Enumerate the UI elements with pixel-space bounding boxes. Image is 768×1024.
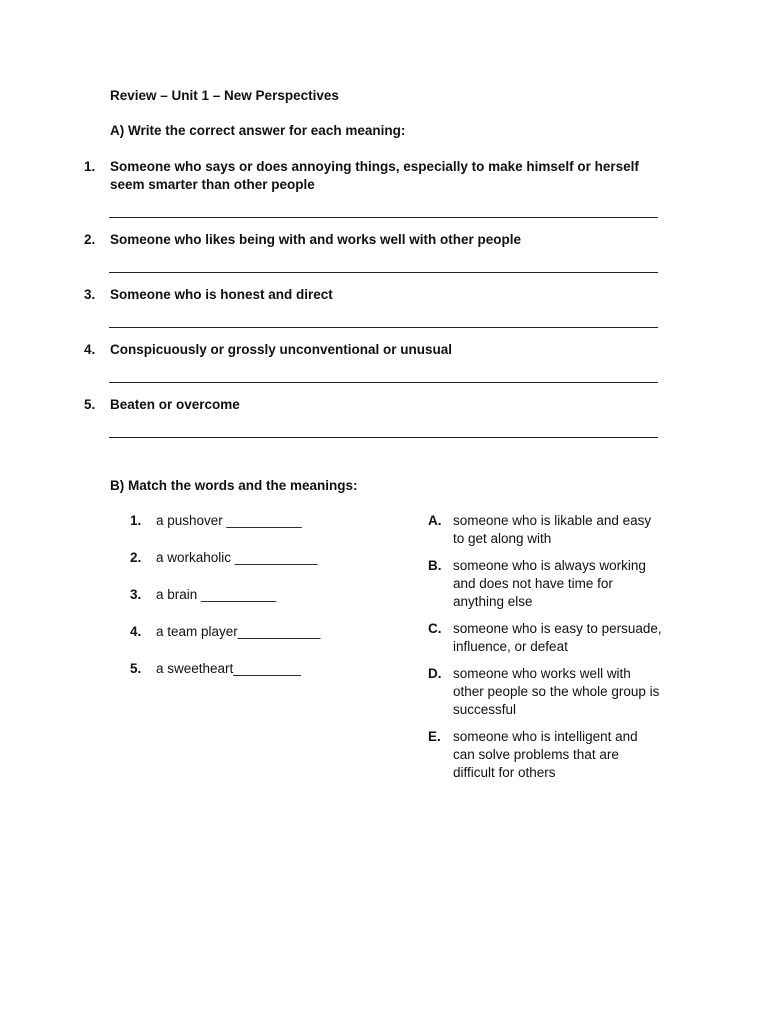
word-text[interactable]: a pushover __________ (156, 513, 302, 528)
meaning-item (428, 512, 668, 548)
answer-line-3[interactable] (109, 327, 658, 328)
word-number: 3. (130, 587, 142, 602)
question-number: 4. (84, 342, 96, 357)
section-b-heading: B) Match the words and the meanings: (110, 478, 358, 493)
question-text: Someone who is honest and direct (110, 287, 333, 302)
question-number: 1. (84, 159, 96, 174)
answer-line-5[interactable] (109, 437, 658, 438)
meaning-letter: E. (428, 729, 441, 744)
question-number: 3. (84, 287, 96, 302)
meaning-item (428, 557, 668, 611)
question-text: Beaten or overcome (110, 397, 240, 412)
answer-line-2[interactable] (109, 272, 658, 273)
meaning-letter: C. (428, 621, 442, 636)
meaning-item (428, 665, 668, 719)
meaning-text: someone who works well with other people so the whole group is successful (453, 666, 660, 717)
word-number: 5. (130, 661, 142, 676)
question-number: 5. (84, 397, 96, 412)
answer-line-4[interactable] (109, 382, 658, 383)
word-text[interactable]: a brain __________ (156, 587, 277, 602)
meaning-text: someone who is likable and easy to get along with (453, 513, 652, 546)
word-text[interactable]: a workaholic ___________ (156, 550, 318, 565)
question-text: Someone who likes being with and works well with other people (110, 232, 522, 247)
meaning-letter: D. (428, 666, 442, 681)
meaning-letter: A. (428, 513, 442, 528)
word-number: 2. (130, 550, 142, 565)
word-text[interactable]: a sweetheart_________ (156, 661, 301, 676)
meaning-item (428, 620, 668, 656)
word-number: 4. (130, 624, 142, 639)
meaning-item (428, 728, 668, 782)
answer-line-1[interactable] (109, 217, 658, 218)
question-text: Someone who says or does annoying things, especially to make himself or herself seem smarter than other people (110, 159, 639, 192)
meaning-text: someone who is easy to persuade, influence, or defeat (453, 621, 662, 654)
meaning-text: someone who is always working and does not have time for anything else (453, 558, 646, 609)
page-title: Review – Unit 1 – New Perspectives (110, 88, 339, 103)
meaning-list (428, 512, 668, 791)
meaning-letter: B. (428, 558, 442, 573)
word-text[interactable]: a team player___________ (156, 624, 321, 639)
meaning-text: someone who is intelligent and can solve problems that are difficult for others (453, 729, 638, 780)
word-number: 1. (130, 513, 142, 528)
question-text: Conspicuously or grossly unconventional or unusual (110, 342, 453, 357)
question-number: 2. (84, 232, 96, 247)
section-a-heading: A) Write the correct answer for each meaning: (110, 123, 406, 138)
